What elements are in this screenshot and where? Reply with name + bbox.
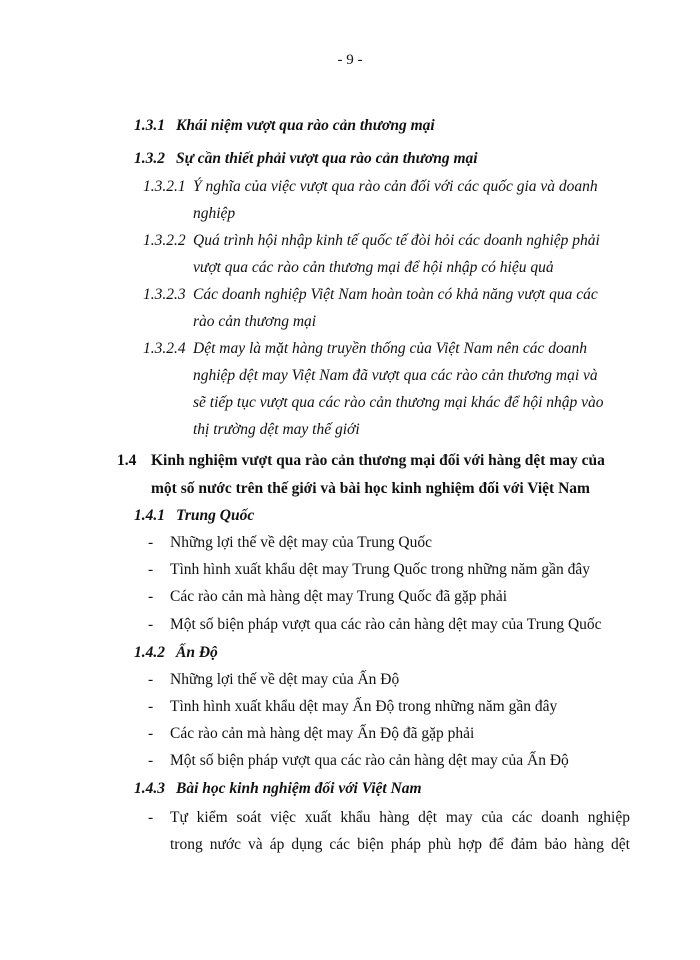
section-number: 1.4.3: [134, 780, 165, 797]
heading-1-4-3: [134, 779, 422, 799]
bullet-marker: -: [148, 616, 154, 633]
section-title: Bài học kinh nghiệm đối với Việt Nam: [176, 780, 422, 797]
heading-continuation: vượt qua các rào cản thương mại để hội nhập có hiệu quả: [193, 259, 554, 276]
heading-continuation: nghiệp dệt may Việt Nam đã vượt qua các rào cản thương mại và: [193, 367, 598, 384]
list-item: Các rào cản mà hàng dệt may Ấn Độ đã gặp phải: [170, 725, 475, 742]
page-number: - 9 -: [337, 52, 363, 68]
heading-continuation: sẽ tiếp tục vượt qua các rào cản thương mại khác để hội nhập vào: [193, 394, 604, 411]
section-title: Khái niệm vượt qua rào cản thương mại: [176, 117, 435, 134]
section-title-line: Dệt may là mặt hàng truyền thống của Việt Nam nên các doanh: [193, 340, 588, 357]
section-title-line: Quá trình hội nhập kinh tế quốc tế đòi hỏi các doanh nghiệp phải: [193, 232, 600, 249]
list-item: Một số biện pháp vượt qua các rào cản hàng dệt may của Trung Quốc: [170, 616, 602, 633]
list-item: Các rào cản mà hàng dệt may Trung Quốc đã gặp phải: [170, 588, 508, 605]
section-number: 1.4.2: [134, 644, 165, 661]
heading-continuation: thị trường dệt may thế giới: [193, 421, 360, 438]
heading-1-3-2-1: [143, 177, 598, 197]
section-title: Sự cần thiết phải vượt qua rào cản thương mại: [176, 150, 478, 167]
section-number: 1.3.2.2: [143, 232, 186, 249]
section-number: 1.3.2: [134, 150, 165, 167]
heading-1-4-1: [134, 506, 254, 526]
heading-continuation: nghiệp: [193, 205, 236, 222]
section-title-line: Ý nghĩa của việc vượt qua rào cản đối với các quốc gia và doanh: [193, 178, 598, 195]
section-title: Ấn Độ: [176, 644, 218, 661]
list-item: Tình hình xuất khẩu dệt may Ấn Độ trong những năm gần đây: [170, 698, 558, 715]
list-item: Những lợi thế về dệt may của Trung Quốc: [170, 534, 432, 551]
section-title: Trung Quốc: [176, 507, 255, 524]
section-title-line: Kinh nghiệm vượt qua rào cản thương mại đối với hàng dệt may của: [151, 452, 605, 469]
heading-1-3-2-3: [143, 285, 598, 305]
list-item: Tình hình xuất khẩu dệt may Trung Quốc trong những năm gần đây: [170, 561, 590, 578]
heading-1-4-2: [134, 643, 218, 663]
section-number: 1.3.2.4: [143, 340, 186, 357]
list-item-line: Tự kiểm soát việc xuất khẩu hàng dệt may của các doanh nghiệp: [170, 809, 630, 826]
heading-1-3-2-2: [143, 231, 600, 251]
bullet-marker: -: [148, 671, 154, 688]
bullet-marker: -: [148, 534, 154, 551]
heading-1-3-1: [134, 116, 435, 136]
heading-1-4: [117, 451, 605, 471]
section-title-line: Các doanh nghiệp Việt Nam hoàn toàn có khả năng vượt qua các: [193, 286, 598, 303]
bullet-marker: -: [148, 561, 154, 578]
heading-continuation: rào cản thương mại: [193, 313, 317, 330]
heading-1-3-2: [134, 149, 478, 169]
heading-continuation: một số nước trên thế giới và bài học kinh nghiệm đối với Việt Nam: [151, 480, 590, 497]
section-number: 1.4.1: [134, 507, 165, 524]
list-item: Một số biện pháp vượt qua các rào cản hàng dệt may của Ấn Độ: [170, 752, 569, 769]
section-number: 1.3.1: [134, 117, 165, 134]
section-number: 1.4: [117, 452, 137, 469]
bullet-marker: -: [148, 752, 154, 769]
bullet-marker: -: [148, 698, 154, 715]
bullet-marker: -: [148, 809, 154, 826]
section-number: 1.3.2.3: [143, 286, 186, 303]
section-number: 1.3.2.1: [143, 178, 186, 195]
heading-1-3-2-4: [143, 339, 587, 359]
bullet-marker: -: [148, 588, 154, 605]
list-item-line: trong nước và áp dụng các biện pháp phù hợp để đảm bảo hàng dệt: [170, 836, 630, 853]
bullet-marker: -: [148, 725, 154, 742]
list-item: Những lợi thế về dệt may của Ấn Độ: [170, 671, 400, 688]
